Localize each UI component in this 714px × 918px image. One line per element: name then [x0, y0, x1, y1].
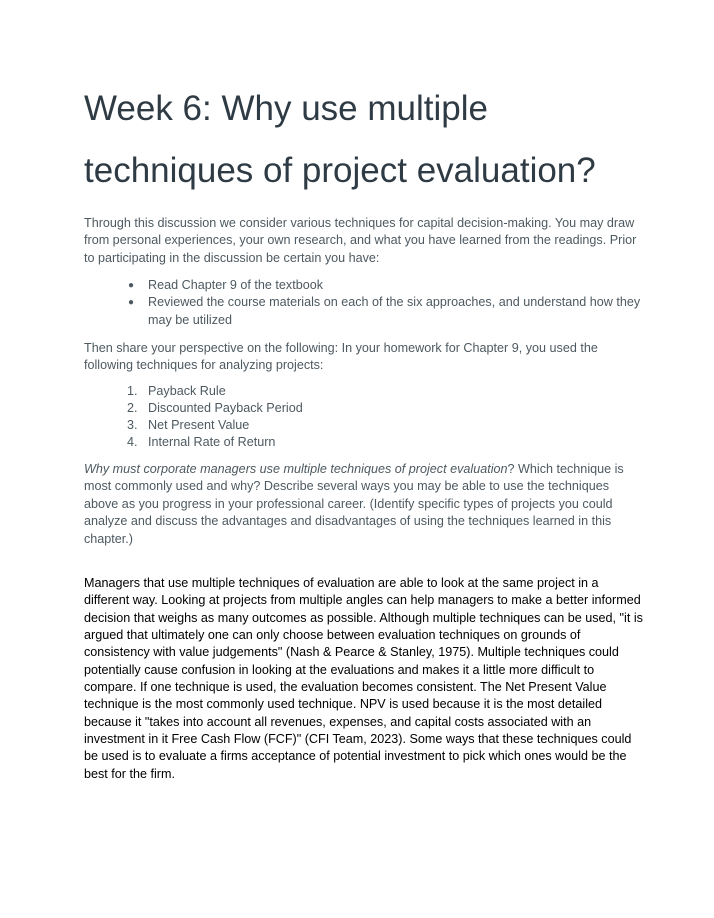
- bullet-icon: ●: [128, 297, 135, 309]
- list-item-text: Discounted Payback Period: [148, 401, 303, 416]
- question-text: ? Which technique is most commonly used and why? Describe several ways you may be able to use the techniques above as you progress in your professional career. (Identify specific types of projects you could analyze and discuss the advantages and disadvantages of using the techniques learned in this chapter.): [84, 462, 624, 546]
- intro-paragraph: Through this discussion we consider various techniques for capital decision-making. You may draw from personal experiences, your own research, and what you have learned from the readings. Prior to participating in the discussion be certain you have:: [84, 216, 637, 265]
- list-item-text: Payback Rule: [148, 384, 226, 398]
- list-number: 1.: [127, 384, 138, 398]
- share-prompt-paragraph: Then share your perspective on the following: In your homework for Chapter 9, you used the following techniques for analyzing projects:: [84, 341, 598, 373]
- list-item-text: Read Chapter 9 of the textbook: [148, 278, 324, 292]
- list-item: [84, 277, 644, 294]
- bullet-icon: ●: [128, 280, 135, 291]
- list-item: [84, 417, 644, 434]
- answer-paragraph: Managers that use multiple techniques of evaluation are able to look at the same project in a different way. Looking at projects from multiple angles can help managers to make a better informed decision that weighs as many outcomes as possible. Although multiple techniques can be used, "it is argued that ultimately one can only choose between evaluation techniques on grounds of consistency with value judgements" (Nash & Pearce & Stanley, 1975). Multiple techniques could potentially cause confusion in looking at the evaluations and makes it a little more difficult to compare. If one technique is used, the evaluation becomes consistent. The Net Present Value technique is the most commonly used technique. NPV is used because it is the most detailed because it "takes into account all revenues, expenses, and capital costs associated with an investment in it Free Cash Flow (FCF)" (CFI Team, 2023). Some ways that these techniques could be used is to evaluate a firms acceptance of potential investment to pick which ones would be the best for the firm.: [84, 576, 643, 781]
- techniques-list: [84, 383, 644, 451]
- discussion-question: [84, 461, 644, 548]
- list-number: 3.: [127, 418, 138, 433]
- list-number: 4.: [127, 435, 138, 450]
- list-item-text: Internal Rate of Return: [148, 435, 276, 450]
- list-item-text: Net Present Value: [148, 418, 250, 433]
- prerequisite-list: [84, 277, 644, 329]
- list-number: 2.: [127, 401, 138, 416]
- list-item: [84, 383, 644, 400]
- list-item: [84, 400, 644, 417]
- title-line-1: Week 6: Why use multiple: [84, 89, 488, 128]
- list-item: [84, 434, 644, 451]
- question-italic-text: Why must corporate managers use multiple techniques of project evaluation: [84, 462, 508, 476]
- list-item: [84, 294, 644, 329]
- list-item-text: Reviewed the course materials on each of the six approaches, and understand how they may be utilized: [148, 295, 641, 327]
- title-line-2: techniques of project evaluation?: [84, 151, 596, 190]
- page-title: [84, 78, 644, 202]
